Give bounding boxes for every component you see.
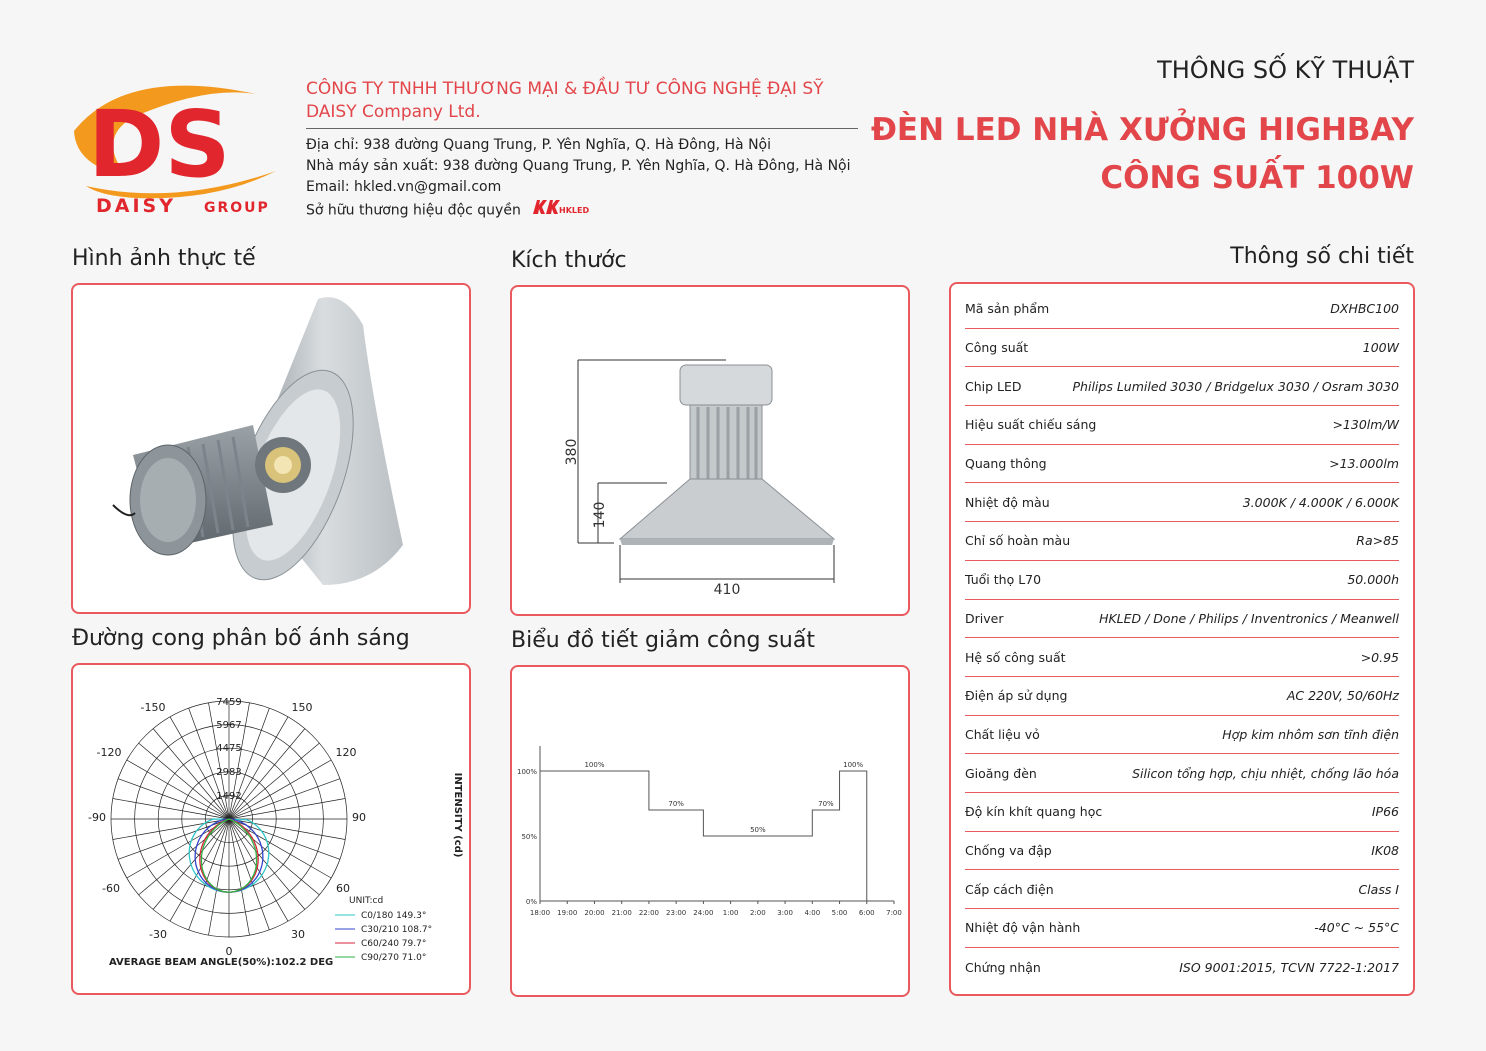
legend-item: C60/240 79.7° [361,939,427,949]
angle-label: 120 [335,746,357,759]
step-label: 100% [843,761,864,769]
product-title-line1: ĐÈN LED NHÀ XƯỞNG HIGHBAY [870,112,1414,148]
x-tick-label: 3:00 [777,909,793,917]
section-title-dimensions: Kích thước [511,248,627,273]
logo-letters: DS [88,91,231,198]
spec-value: HKLED / Done / Philips / Inventronics / Meanwell [1099,610,1399,626]
spec-row [965,948,1399,987]
x-tick-label: 7:00 [886,909,902,917]
x-tick-label: 24:00 [693,909,714,917]
spec-value: Philips Lumiled 3030 / Bridgelux 3030 / Osram 3030 [1072,378,1399,394]
spec-key: Điện áp sử dụng [965,688,1068,704]
spec-row [965,832,1399,871]
angle-label: -150 [140,701,166,714]
step-label: 100% [584,761,605,769]
dimming-line [540,771,867,901]
section-title-curve: Đường cong phân bố ánh sáng [72,626,410,651]
spec-row [965,638,1399,677]
spec-value: >130lm/W [1332,417,1399,433]
spec-table [965,290,1399,986]
polar-chart [73,665,469,993]
angle-label: -90 [88,811,106,824]
spec-value: Class I [1358,881,1399,897]
y-tick-label: 50% [521,833,537,841]
company-name-vi: CÔNG TY TNHH THƯƠNG MẠI & ĐẦU TƯ CÔNG NGHỆ ĐẠI SỸ [306,79,824,99]
product-title-line2: CÔNG SUẤT 100W [1100,160,1414,196]
divider [306,128,858,129]
spec-value: 100W [1362,340,1399,356]
spec-value: >0.95 [1360,649,1399,665]
dimensions-panel [510,285,910,616]
product-title [871,106,1414,202]
hkled-text: HKLED [559,206,590,215]
radial-label: 7459 [216,697,242,708]
logo-brand: DAISY [96,195,176,216]
dim-height-total: 380 [564,438,580,466]
step-label: 50% [750,826,766,834]
company-address: Địa chỉ: 938 đường Quang Trung, P. Yên Nghĩa, Q. Hà Đông, Hà Nội [306,137,771,153]
spec-key: Cấp cách điện [965,881,1054,897]
radial-label: 1492 [216,791,242,802]
spec-value: IP66 [1371,804,1399,820]
company-factory: Nhà máy sản xuất: 938 đường Quang Trung, P. Yên Nghĩa, Q. Hà Đông, Hà Nội [306,158,851,174]
spec-key: Quang thông [965,456,1047,472]
spec-key: Độ kín khít quang học [965,804,1103,820]
radial-label: 5967 [216,720,242,731]
x-tick-label: 6:00 [858,909,875,917]
spec-row [965,367,1399,406]
y-tick-label: 100% [516,768,537,776]
spec-row [965,290,1399,329]
company-name-en: DAISY Company Ltd. [306,102,481,122]
section-title-dimming: Biểu đồ tiết giảm công suất [511,628,815,653]
brand-owner-text: Sở hữu thương hiệu độc quyền [306,202,521,219]
spec-row [965,793,1399,832]
light-curve-panel [71,663,471,995]
radial-label: 2983 [216,767,242,778]
angle-label: 30 [291,928,305,941]
spec-value: Ra>85 [1356,533,1399,549]
dimming-chart [512,667,908,995]
x-tick-label: 5:00 [831,909,848,917]
x-tick-label: 1:00 [722,909,739,917]
spec-value: ISO 9001:2015, TCVN 7722-1:2017 [1179,959,1399,975]
spec-key: Chất liệu vỏ [965,726,1040,742]
dimension-drawing [512,287,908,614]
spec-row [965,870,1399,909]
angle-label: -60 [102,882,120,895]
spec-row [965,445,1399,484]
spec-key: Chứng nhận [965,959,1041,975]
spec-row [965,561,1399,600]
x-tick-label: 4:00 [804,909,821,917]
spec-row [965,909,1399,948]
photo-panel [71,283,471,614]
x-tick-label: 18:00 [529,909,551,917]
company-email: Email: hkled.vn@gmail.com [306,179,502,195]
angle-label: 90 [352,811,366,824]
section-title-photo: Hình ảnh thực tế [72,246,256,271]
x-tick-label: 20:00 [584,909,605,917]
dim-height-reflector: 140 [592,501,608,529]
section-title-specs: Thông số chi tiết [1230,244,1414,269]
spec-key: Driver [965,610,1004,626]
x-tick-label: 22:00 [638,909,660,917]
daisy-logo-icon [66,76,286,216]
spec-value: Silicon tổng hợp, chịu nhiệt, chống lão hóa [1132,765,1399,781]
angle-label: 150 [291,701,313,714]
radial-label: 4475 [216,743,242,754]
dim-width: 410 [713,582,741,598]
spec-key: Công suất [965,340,1029,356]
spec-key: Hệ số công suất [965,649,1066,665]
angle-label: 60 [336,882,350,895]
spec-value: >13.000lm [1329,456,1399,472]
legend-item: C0/180 149.3° [361,911,427,921]
logo-group: GROUP [204,200,270,216]
spec-value: DXHBC100 [1330,301,1399,317]
spec-key: Gioăng đèn [965,765,1037,781]
spec-key: Hiệu suất chiếu sáng [965,417,1097,433]
document-title: THÔNG SỐ KỸ THUẬT [1157,56,1414,84]
x-tick-label: 19:00 [557,909,578,917]
spec-row [965,522,1399,561]
angle-label: 0 [225,945,233,958]
brand-owner-line [306,198,858,223]
spec-key: Chống va đập [965,842,1052,858]
y-tick-label: 0% [525,898,537,906]
company-info [306,78,858,223]
spec-value: 3.000K / 4.000K / 6.000K [1242,494,1399,510]
angle-label: -120 [96,746,122,759]
spec-value: Hợp kim nhôm sơn tĩnh điện [1222,726,1399,742]
spec-value: 50.000h [1347,572,1399,588]
spec-value: IK08 [1371,842,1399,858]
spec-row [965,754,1399,793]
spec-row [965,677,1399,716]
spec-row [965,483,1399,522]
spec-key: Nhiệt độ vận hành [965,920,1081,936]
spec-value: AC 220V, 50/60Hz [1286,688,1399,704]
dimming-panel [510,665,910,997]
legend-item: C30/210 108.7° [361,925,433,935]
hkled-logo-icon [531,198,591,223]
spec-value: -40°C ~ 55°C [1314,920,1399,936]
spec-row [965,716,1399,755]
intensity-axis-label: INTENSITY (cd) [452,772,463,858]
x-tick-label: 2:00 [749,909,766,917]
spec-key: Nhiệt độ màu [965,494,1050,510]
spec-row [965,406,1399,445]
spec-key: Mã sản phẩm [965,301,1050,317]
spec-row [965,600,1399,639]
spec-key: Chip LED [965,378,1022,394]
highbay-lamp-photo [73,285,469,612]
spec-key: Tuổi thọ L70 [965,572,1042,588]
spec-row [965,329,1399,368]
step-label: 70% [818,800,834,808]
company-logo [66,76,286,216]
specs-panel [949,282,1415,996]
x-tick-label: 21:00 [611,909,632,917]
step-label: 70% [668,800,684,808]
angle-label: -30 [149,928,167,941]
spec-key: Chỉ số hoàn màu [965,533,1071,549]
unit-label: UNIT:cd [349,896,384,906]
legend-item: C90/270 71.0° [361,953,427,963]
beam-angle-label: AVERAGE BEAM ANGLE(50%):102.2 DEG [109,957,334,968]
x-tick-label: 23:00 [666,909,687,917]
